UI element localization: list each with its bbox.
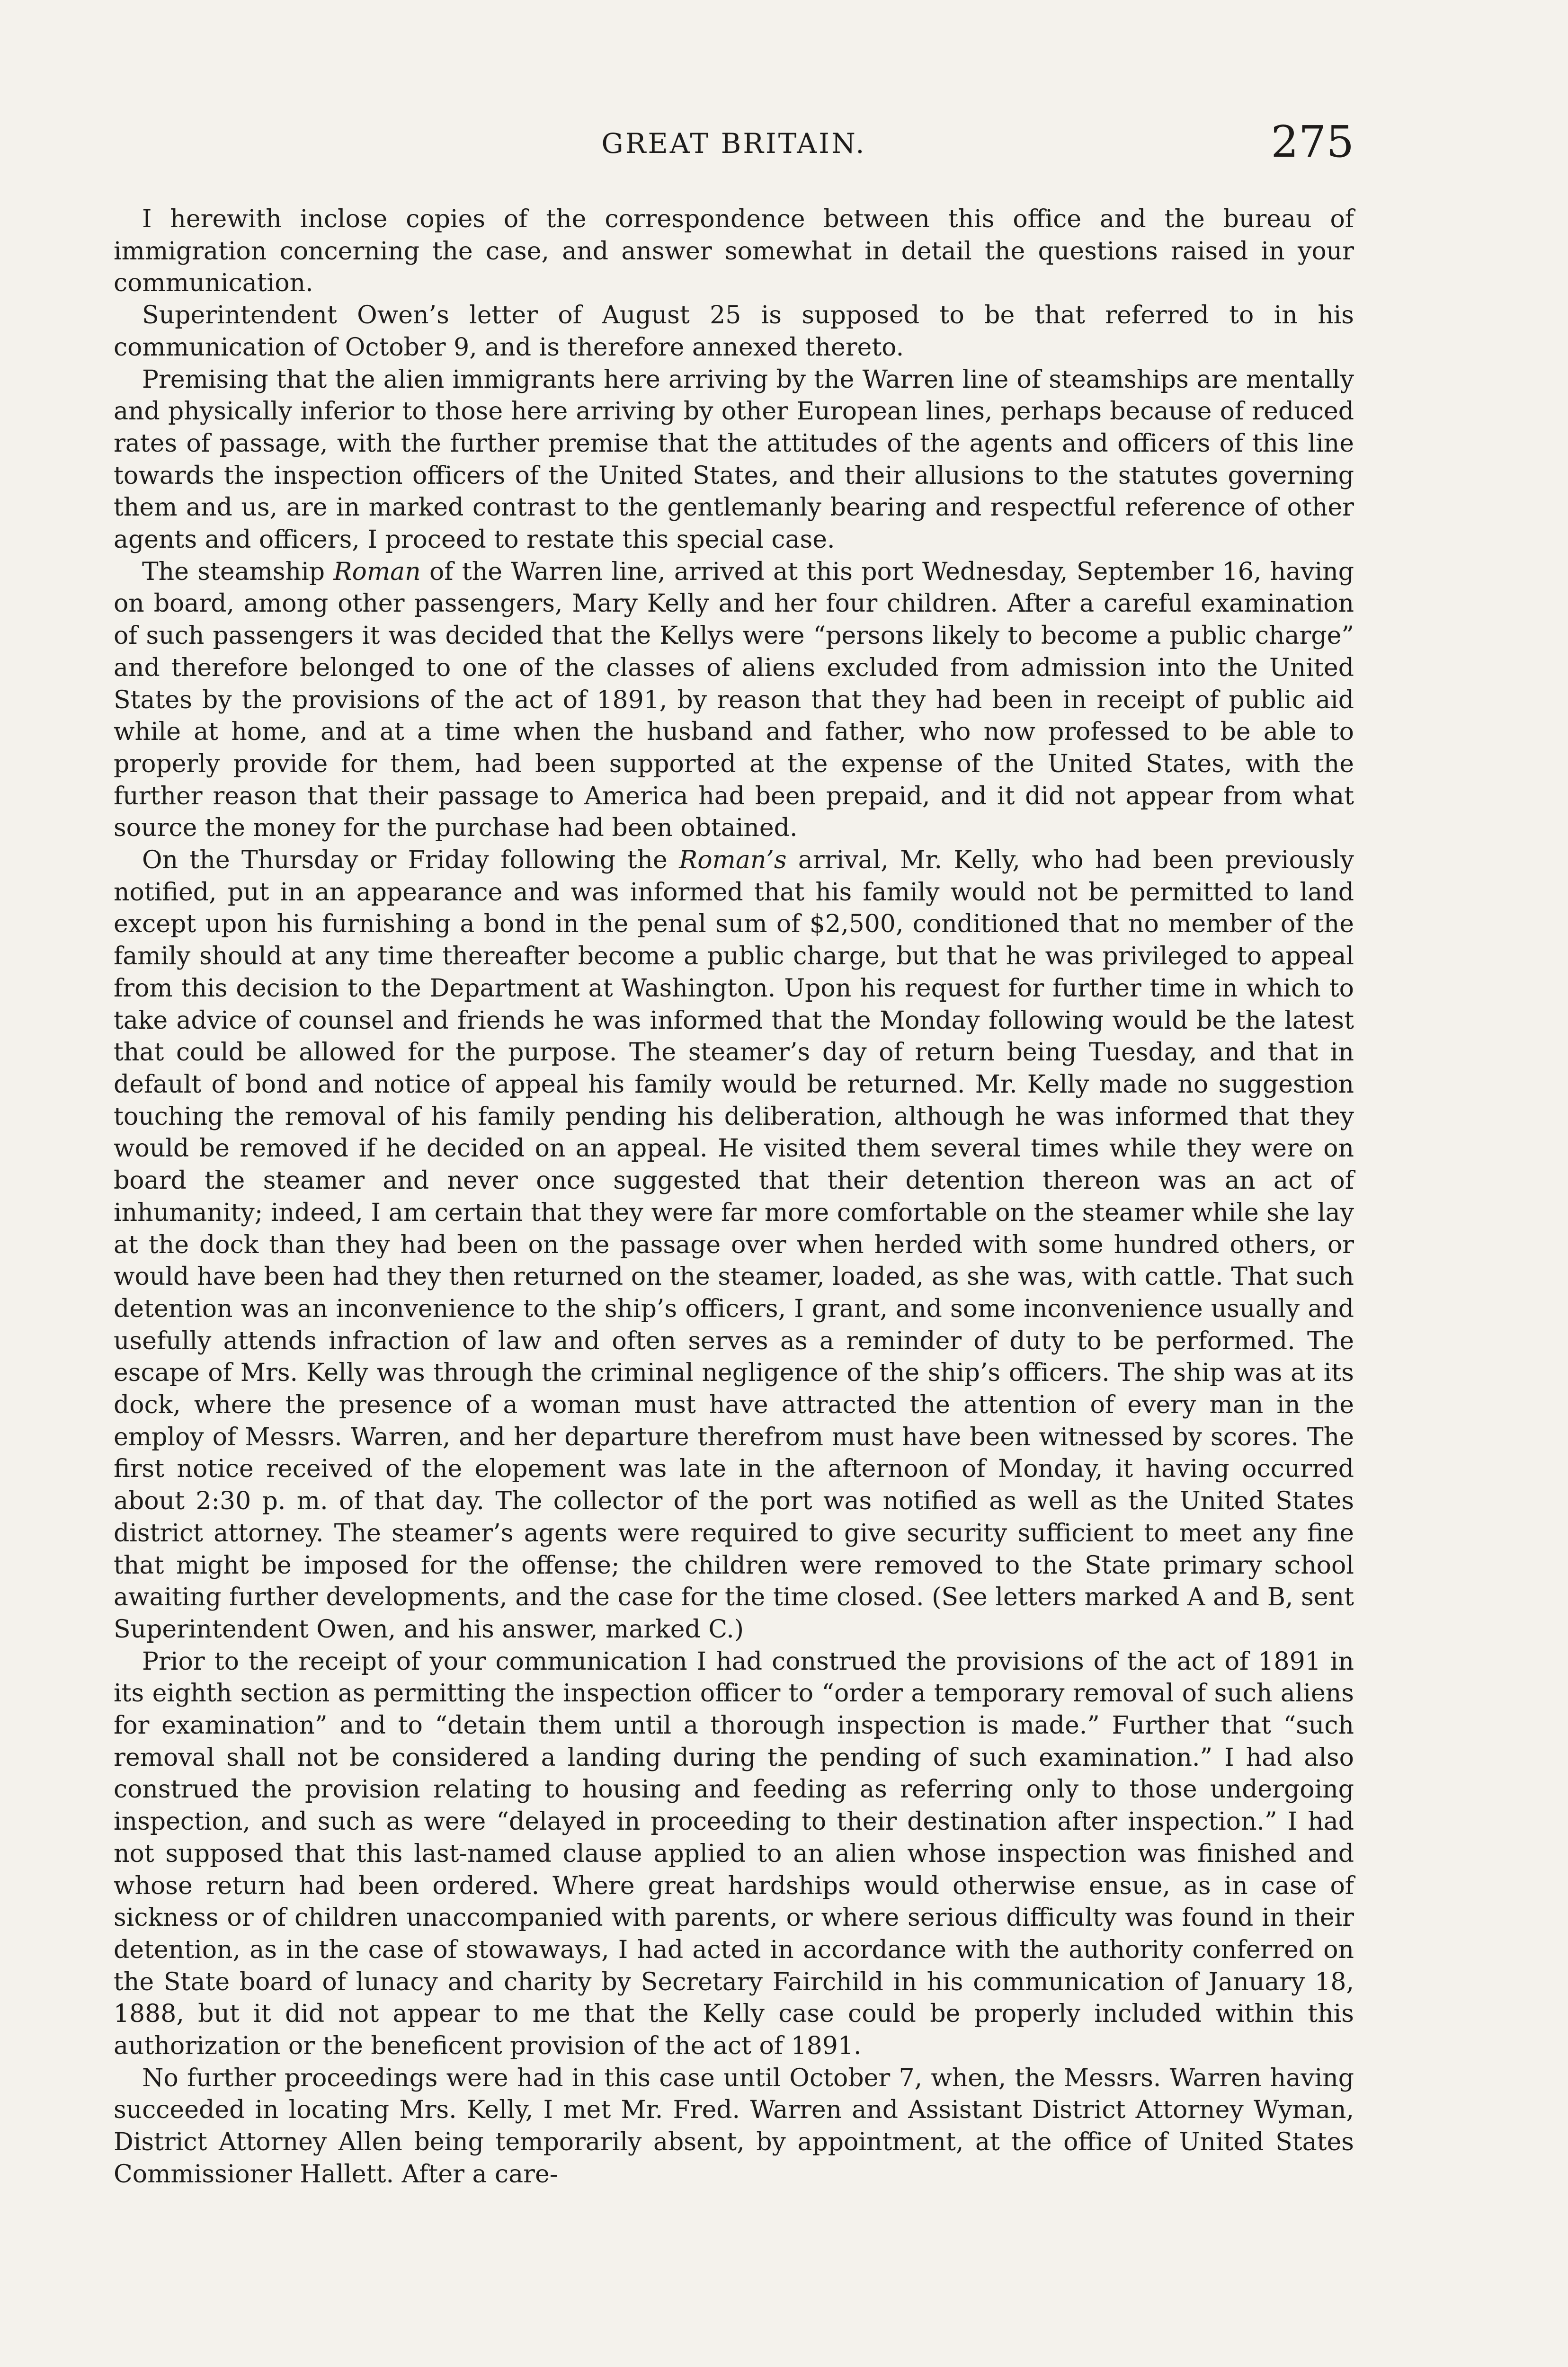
running-title: GREAT BRITAIN. [601, 127, 866, 160]
paragraph-7: No further proceedings were had in this case until October 7, when, the Messrs. Warren having succeeded in locating Mrs. Kelly, I met Mr. Fred. Warren and Assistant District Attorney Wyman, District Attorney Allen being temporarily absent, by appointment, at the office of United States Commissioner Hallett. After a care- [114, 2064, 1354, 2189]
ship-name: Roman [333, 557, 421, 586]
paragraph-5-start: On the Thursday or Friday following the [142, 846, 668, 875]
paragraph-5-rest: arrival, Mr. Kelly, who had been previously notified, put in an appearance and was informed that his family would not be permitted to land except upon his furnishing a bond in the penal sum of $2,500, conditioned that no member of the family should at any time thereafter become a public charge, but that he was privileged to appeal from this decision to the Department at Washington. Upon his request for further time in which to take advice of counsel and friends he was informed that the Monday following would be the latest that could be allowed for the purpose. The steamer’s day of return being Tuesday, and that in default of bond and notice of appeal his family would be returned. Mr. Kelly made no suggestion touching the removal of his family pending his deliberation, although he was informed that they would be removed if he decided on an appeal. He visited them several times while they were on board the steamer and never once suggested that their detention thereon was an act of inhumanity; indeed, I am certain that they were far more comfortable on the steamer while she lay at the dock than they had been on the passage over when herded with some hundred others, or would have been had they then returned on the steamer, loaded, as she was, with cattle. That such detention was an inconvenience to the ship’s officers, I grant, and some inconvenience usually and usefully attends infraction of law and often serves as a reminder of duty to be performed. The escape of Mrs. Kelly was through the criminal negligence of the ship’s officers. The ship was at its dock, where the presence of a woman must have attracted the attention of every man in the employ of Messrs. Warren, and her departure therefrom must have been witnessed by scores. The first notice received of the elopement was late in the afternoon of Monday, it having occurred about 2:30 p. m. of that day. The collector of the port was notified as well as the United States district attorney. The steamer’s agents were required to give security sufficient to meet any fine that might be imposed for the offense; the children were removed to the State primary school awaiting further developments, and the case for the time closed. (See letters marked A and B, sent Superintendent Owen, and his answer, marked C.) [114, 846, 1354, 1644]
paragraph-4 [114, 556, 1354, 845]
paragraph-5 [114, 845, 1354, 1646]
paragraph-1: I herewith inclose copies of the correspondence between this office and the bureau of immigration concerning the case, and answer somewhat in detail the questions raised in your communication. [114, 205, 1354, 298]
body-text [114, 204, 1354, 2191]
paragraph-4-rest: of the Warren line, arrived at this port Wednesday, September 16, having on board, among other passengers, Mary Kelly and her four children. After a careful examination of such passengers it was decided that the Kellys were “persons likely to become a public charge” and therefore belonged to one of the classes of aliens excluded from admission into the United States by the provisions of the act of 1891, by reason that they had been in receipt of public aid while at home, and at a time when the husband and father, who now professed to be able to properly provide for them, had been supported at the expense of the United States, with the further reason that their passage to America had been prepaid, and it did not appear from what source the money for the purchase had been obtained. [114, 557, 1354, 843]
paragraph-3: Premising that the alien immigrants here arriving by the Warren line of steamships are mentally and physically inferior to those here arriving by other European lines, perhaps because of reduced rates of passage, with the further premise that the attitudes of the agents and officers of this line towards the inspection officers of the United States, and their allusions to the statutes governing them and us, are in marked contrast to the gentlemanly bearing and respectful reference of other agents and officers, I proceed to restate this special case. [114, 365, 1354, 554]
paragraph-6: Prior to the receipt of your communication I had construed the provisions of the act of 1891 in its eighth section as permitting the inspection officer to “order a temporary removal of such aliens for examination” and to “detain them until a thorough inspection is made.” Further that “such removal shall not be considered a landing during the pending of such examination.” I had also construed the provision relating to housing and feeding as referring only to those undergoing inspection, and such as were “delayed in proceeding to their destination after inspection.” I had not supposed that this last-named clause applied to an alien whose inspection was finished and whose return had been ordered. Where great hardships would otherwise ensue, as in case of sickness or of children unaccompanied with parents, or where serious difficulty was found in their detention, as in the case of stowaways, I had acted in accordance with the authority conferred on the State board of lunacy and charity by Secretary Fairchild in his communication of January 18, 1888, but it did not appear to me that the Kelly case could be properly included within this authorization or the beneficent provision of the act of 1891. [114, 1647, 1354, 2061]
page-number: 275 [1271, 116, 1354, 167]
paragraph-2: Superintendent Owen’s letter of August 25 is supposed to be that referred to in his communication of October 9, and is therefore annexed thereto. [114, 301, 1354, 362]
page-header [114, 116, 1354, 178]
paragraph-4-start: The steamship [142, 557, 325, 586]
ship-name-possessive: Roman’s [679, 846, 787, 875]
